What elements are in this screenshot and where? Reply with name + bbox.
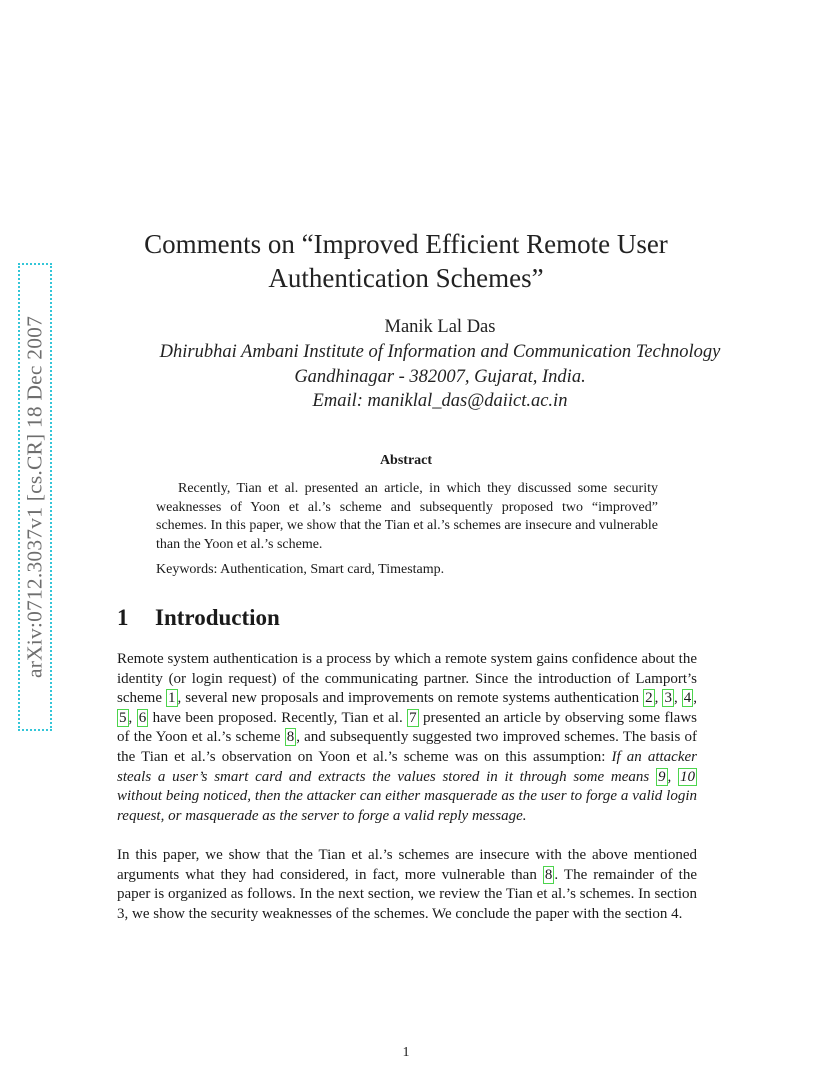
citation-link-7[interactable]: 7 bbox=[409, 709, 417, 726]
citation-link-3[interactable]: 3 bbox=[664, 690, 672, 707]
paper-title-line-2: Authentication Schemes” bbox=[268, 263, 544, 293]
section-heading-introduction bbox=[117, 605, 280, 631]
text-run: , bbox=[673, 690, 682, 707]
section-title: Introduction bbox=[155, 605, 280, 630]
citation-link-8[interactable]: 8 bbox=[286, 729, 295, 746]
page-number: 1 bbox=[402, 1045, 410, 1060]
introduction-paragraph-2 bbox=[117, 846, 697, 924]
text-run: , bbox=[654, 690, 663, 707]
arxiv-identifier-text: arXiv:0712.3037v1 [cs.CR] 18 Dec 2007 bbox=[22, 315, 47, 679]
citation-link-10[interactable]: 10 bbox=[680, 768, 695, 785]
text-run: presented an article by observing some flaws of the Yoon et al.’s scheme bbox=[117, 709, 697, 746]
citation-link-9[interactable]: 9 bbox=[658, 768, 666, 785]
abstract-heading: Abstract bbox=[379, 453, 433, 468]
text-run: , several new proposals and improvements on remote systems authentication bbox=[177, 690, 644, 707]
text-run: In this paper, we show that the Tian et al.’s schemes are insecure with the above mentioned arguments what they had considered, in fact, more vulnerable than bbox=[117, 847, 697, 883]
author-email: Email: maniklal_das@daiict.ac.in bbox=[312, 391, 568, 411]
author-location: Gandhinagar - 382007, Gujarat, India. bbox=[294, 367, 586, 387]
citation-link-6[interactable]: 6 bbox=[138, 709, 147, 726]
text-run: Remote system authentication is a process by which a remote system gains confidence about the identity (or login request) of the communicating partner. Since the introduction of Lamport’s scheme bbox=[117, 651, 697, 707]
paper-title-line-1: Comments on “Improved Efficient Remote User bbox=[144, 229, 668, 259]
text-run: , bbox=[667, 768, 678, 785]
italic-assumption-text: without being noticed, then the attacker can either masquerade as the user to forge a valid login request, or masquerade as the server to forge a valid reply message. bbox=[117, 788, 697, 824]
citation-link-5[interactable]: 5 bbox=[119, 709, 127, 726]
introduction-paragraph-1 bbox=[117, 650, 697, 826]
text-run: , bbox=[693, 690, 698, 707]
text-run: , and subsequently suggested two improved schemes. The basis of the Tian et al.’s observation on Yoon et al.’s scheme was on this assumption: bbox=[117, 729, 697, 765]
citation-link-2[interactable]: 2 bbox=[645, 690, 653, 707]
text-run: , bbox=[128, 709, 137, 726]
italic-assumption-text: If an attacker steals a user’s smart card and extracts the values stored in it through some means bbox=[117, 748, 697, 785]
citation-link-4[interactable]: 4 bbox=[683, 690, 692, 707]
section-number: 1 bbox=[117, 605, 129, 630]
citation-link-1[interactable]: 1 bbox=[168, 690, 176, 707]
keywords: Keywords: Authentication, Smart card, Timestamp. bbox=[156, 562, 445, 577]
abstract-text: Recently, Tian et al. presented an article, in which they discussed some security weaknesses of Yoon et al.’s scheme and subsequently proposed two “improved” schemes. In this paper, we show that the Tian et al.’s schemes are insecure and vulnerable than the Yoon et al.’s scheme. bbox=[156, 481, 658, 552]
text-run: . The remainder of the paper is organized as follows. In the next section, we review the Tian et al.’s schemes. In section 3, we show the security weaknesses of the schemes. We conclude the paper with the section 4. bbox=[117, 866, 697, 922]
text-run: have been proposed. Recently, Tian et al. bbox=[148, 709, 408, 726]
author-affiliation: Dhirubhai Ambani Institute of Information and Communication Technology bbox=[159, 342, 721, 362]
citation-link-8-second[interactable]: 8 bbox=[544, 866, 553, 883]
author-name: Manik Lal Das bbox=[384, 317, 496, 337]
